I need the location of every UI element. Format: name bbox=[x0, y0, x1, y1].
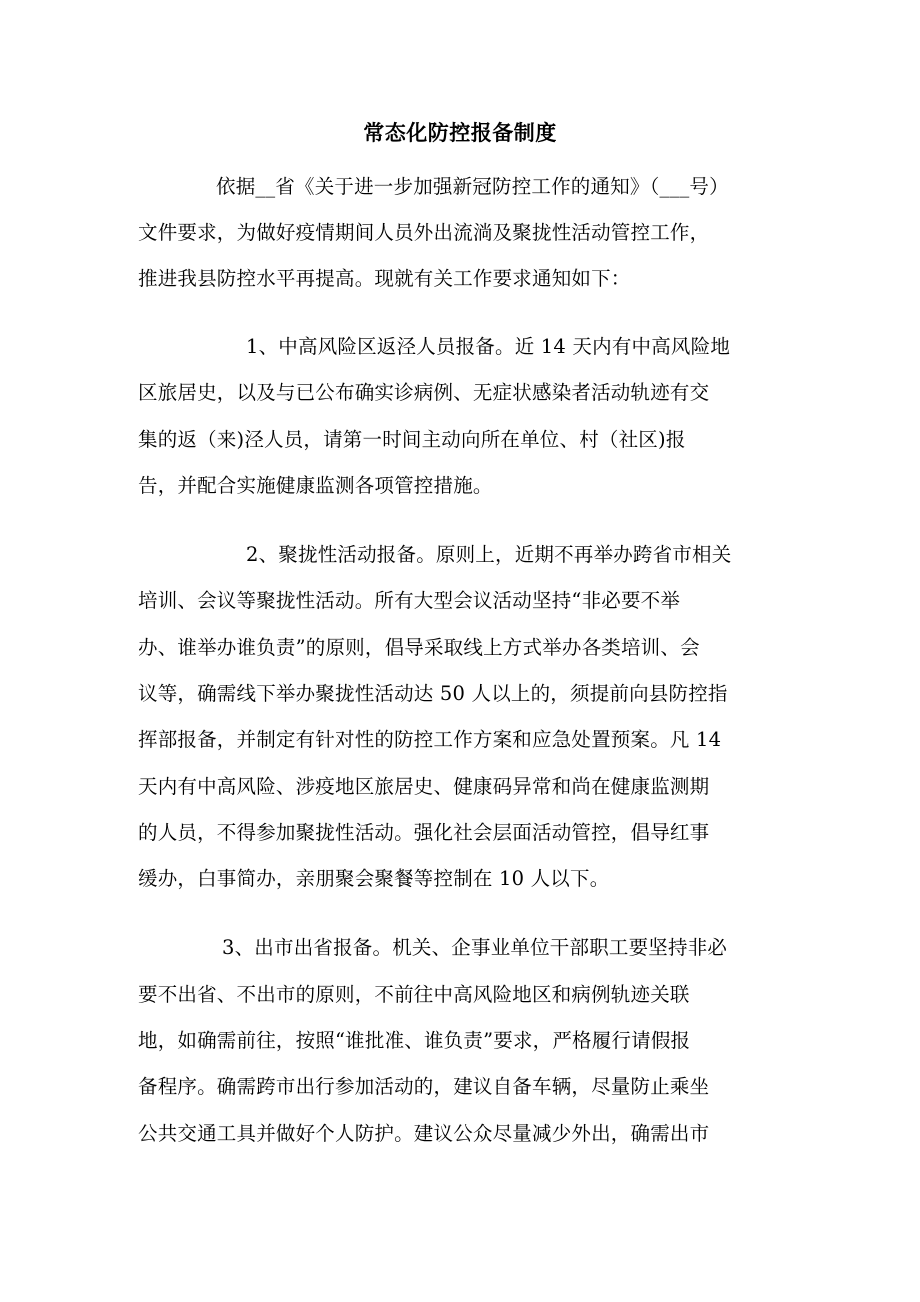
body-line: 告，并配合实施健康监测各项管控措施。 bbox=[138, 474, 493, 497]
body-line: 推进我县防控水平再提高。现就有关工作要求通知如下： bbox=[138, 267, 631, 290]
body-line: 天内有中高风险、涉疫地区旅居史、健康码异常和尚在健康监测期 bbox=[138, 775, 710, 798]
document-title: 常态化防控报备制度 bbox=[363, 121, 557, 145]
body-line: 文件要求，为做好疫情期间人员外出流淌及聚拢性活动管控工作， bbox=[138, 221, 710, 244]
body-line: 3、出市出省报备。机关、企事业单位干部职工要坚持非必 bbox=[222, 936, 728, 959]
body-line: 缓办，白事简办，亲朋聚会聚餐等控制在 10 人以下。 bbox=[138, 867, 610, 890]
body-line: 2、聚拢性活动报备。原则上，近期不再举办跨省市相关 bbox=[246, 543, 732, 566]
body-line: 区旅居史，以及与已公布确实诊病例、无症状感染者活动轨迹有交 bbox=[138, 381, 710, 404]
body-line: 要不出省、不出市的原则，不前往中高风险地区和病例轨迹关联 bbox=[138, 983, 690, 1006]
body-line: 依据__省《关于进一步加强新冠防控工作的通知》（___号） bbox=[216, 175, 729, 198]
body-line: 1、中高风险区返泾人员报备。近 14 天内有中高风险地 bbox=[246, 335, 731, 358]
body-line: 议等，确需线下举办聚拢性活动达 50 人以上的，须提前向县防控指 bbox=[138, 682, 728, 705]
body-line: 培训、会议等聚拢性活动。所有大型会议活动坚持“非必要不举 bbox=[138, 589, 681, 612]
body-line: 办、谁举办谁负责”的原则，倡导采取线上方式举办各类培训、会 bbox=[138, 636, 700, 659]
body-line: 备程序。确需跨市出行参加活动的，建议自备车辆，尽量防止乘坐 bbox=[138, 1075, 710, 1098]
body-line: 挥部报备，并制定有针对性的防控工作方案和应急处置预案。凡 14 bbox=[138, 728, 722, 751]
body-line: 的人员，不得参加聚拢性活动。强化社会层面活动管控，倡导红事 bbox=[138, 821, 710, 844]
body-line: 集的返（来)泾人员，请第一时间主动向所在单位、村（社区)报 bbox=[138, 428, 686, 451]
body-line: 公共交通工具并做好个人防护。建议公众尽量减少外出，确需出市 bbox=[138, 1122, 710, 1145]
body-line: 地，如确需前往，按照“谁批准、谁负责”要求，严格履行请假报 bbox=[138, 1029, 691, 1052]
